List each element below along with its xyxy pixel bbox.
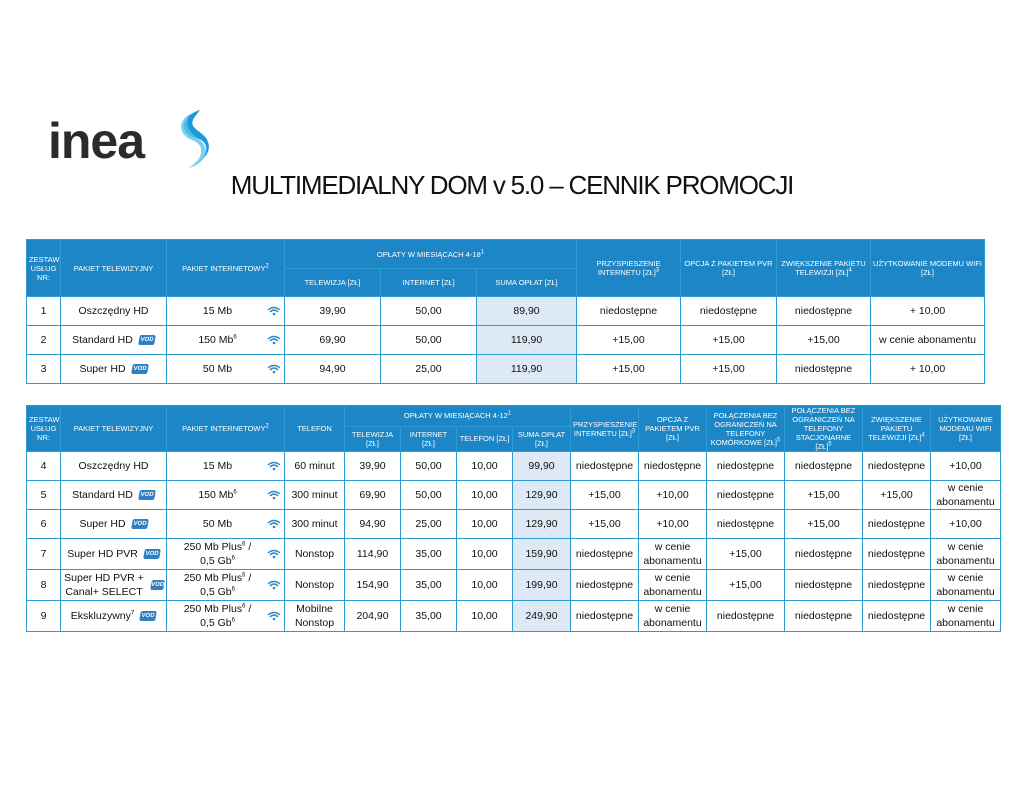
internet-package: 150 Mb$^6$ [167,481,285,510]
internet-boost: niedostępne [571,539,639,570]
tv-package: Oszczędny HD [61,297,167,326]
row-number: 7 [27,539,61,570]
table-row [27,570,1001,601]
price-phone: 10,00 [457,570,513,601]
wifi-icon [266,364,282,374]
internet-package: 250 Mb Plus$^6$ / 0,5 Gb$^6$ [167,601,285,632]
internet-boost: +15,00 [571,481,639,510]
landline-calls: niedostępne [785,539,863,570]
price-sum: 249,90 [513,601,571,632]
internet-boost: niedostępne [571,570,639,601]
internet-boost: niedostępne [571,601,639,632]
pvr-option: w cenie abonamentu [639,570,707,601]
phone-package: Nonstop [285,539,345,570]
price-internet: 50,00 [401,481,457,510]
header-pvr: OPCJA Z PAKIETEM PVR [ZŁ] [639,406,707,452]
vod-icon: VOD [144,551,159,557]
header-pakiet-tv: PAKIET TELEWIZYJNY [61,240,167,297]
tv-package: Standard HD VOD [61,326,167,355]
row-number: 9 [27,601,61,632]
internet-boost: +15,00 [577,355,681,384]
wifi-modem: w cenie abonamentu [931,601,1001,632]
table-row [27,297,985,326]
pvr-option: +10,00 [639,510,707,539]
wifi-modem: + 10,00 [871,297,985,326]
row-number: 3 [27,355,61,384]
mobile-calls: niedostępne [707,481,785,510]
row-number: 8 [27,570,61,601]
mobile-calls: niedostępne [707,452,785,481]
wifi-icon [266,580,282,590]
landline-calls: niedostępne [785,570,863,601]
vod-icon: VOD [150,582,165,588]
tv-package: Standard HD VOD [61,481,167,510]
header-pvr: OPCJA Z PAKIETEM PVR [ZŁ] [681,240,777,297]
tv-upgrade: niedostępne [863,539,931,570]
mobile-calls: +15,00 [707,539,785,570]
price-internet: 25,00 [401,510,457,539]
internet-boost: niedostępne [577,297,681,326]
header-zwiekszenie: ZWIĘKSZENIE PAKIETU TELEWIZJI [ZŁ]$^4$ [777,240,871,297]
table-row [27,510,1001,539]
price-tv: 114,90 [345,539,401,570]
pvr-option: +10,00 [639,481,707,510]
header-pakiet-net: PAKIET INTERNETOWY$^2$ [167,406,285,452]
header-zwiekszenie: ZWIĘKSZENIE PAKIETU TELEWIZJI [ZŁ]$^4$ [863,406,931,452]
tv-upgrade: niedostępne [863,510,931,539]
wifi-icon [266,549,282,559]
phone-package: 300 minut [285,510,345,539]
price-internet: 25,00 [381,355,477,384]
tv-upgrade: niedostępne [777,297,871,326]
vod-icon: VOD [141,613,156,619]
pvr-option: +15,00 [681,355,777,384]
internet-boost: +15,00 [571,510,639,539]
price-sum: 119,90 [477,355,577,384]
price-tv: 39,90 [285,297,381,326]
table-row [27,326,985,355]
price-tv: 69,90 [345,481,401,510]
row-number: 6 [27,510,61,539]
internet-package: 250 Mb Plus$^6$ / 0,5 Gb$^6$ [167,539,285,570]
price-phone: 10,00 [457,510,513,539]
price-tv: 154,90 [345,570,401,601]
row-number: 4 [27,452,61,481]
vod-icon: VOD [132,366,147,372]
wifi-modem: w cenie abonamentu [931,539,1001,570]
header-tel: TELEFON [ZŁ] [457,426,513,451]
tv-upgrade: niedostępne [863,570,931,601]
tv-package: Super HD VOD [61,355,167,384]
price-internet: 50,00 [381,297,477,326]
header-telefon: TELEFON [285,406,345,452]
phone-package: Nonstop [285,570,345,601]
tv-upgrade: niedostępne [863,601,931,632]
landline-calls: +15,00 [785,510,863,539]
header-zestaw: ZESTAW USŁUG NR: [27,406,61,452]
header-suma: SUMA OPŁAT [ZŁ] [513,426,571,451]
wifi-icon [266,335,282,345]
phone-package: 300 minut [285,481,345,510]
header-wifi: UŻYTKOWANIE MODEMU WIFI [ZŁ] [931,406,1001,452]
wifi-modem: w cenie abonamentu [931,481,1001,510]
tv-package: Super HD PVR + Canal+ SELECT VOD [61,570,167,601]
internet-package: 250 Mb Plus$^6$ / 0,5 Gb$^6$ [167,570,285,601]
internet-package: 50 Mb [167,355,285,384]
mobile-calls: +15,00 [707,570,785,601]
phone-package: Mobilne Nonstop [285,601,345,632]
internet-package: 15 Mb [167,452,285,481]
price-phone: 10,00 [457,539,513,570]
pvr-option: w cenie abonamentu [639,601,707,632]
mobile-calls: niedostępne [707,601,785,632]
internet-boost: +15,00 [577,326,681,355]
tv-package: Ekskluzywny$^7$ VOD [61,601,167,632]
landline-calls: +15,00 [785,481,863,510]
header-internet: INTERNET [ZŁ] [381,269,477,297]
header-oplaty: OPŁATY W MIESIĄCACH $4-18^1$ [285,240,577,269]
wifi-modem: + 10,00 [871,355,985,384]
header-tv: TELEWIZJA [ZŁ] [285,269,381,297]
pvr-option: niedostępne [681,297,777,326]
landline-calls: niedostępne [785,452,863,481]
mobile-calls: niedostępne [707,510,785,539]
price-internet: 50,00 [401,452,457,481]
pvr-option: niedostępne [639,452,707,481]
price-tv: 69,90 [285,326,381,355]
price-phone: 10,00 [457,481,513,510]
wifi-modem: w cenie abonamentu [931,570,1001,601]
wifi-icon [266,611,282,621]
price-internet: 35,00 [401,601,457,632]
vod-icon: VOD [139,492,154,498]
pvr-option: w cenie abonamentu [639,539,707,570]
wifi-modem: +10,00 [931,510,1001,539]
phone-package: 60 minut [285,452,345,481]
header-tv: TELEWIZJA [ZŁ] [345,426,401,451]
price-phone: 10,00 [457,601,513,632]
tv-upgrade: +15,00 [863,481,931,510]
wifi-icon [266,461,282,471]
tv-upgrade: +15,00 [777,326,871,355]
internet-package: 150 Mb$^6$ [167,326,285,355]
tv-upgrade: niedostępne [863,452,931,481]
tv-package: Super HD VOD [61,510,167,539]
price-tv: 39,90 [345,452,401,481]
price-tv: 94,90 [345,510,401,539]
header-stacjonarne: POŁĄCZENIA BEZ OGRANICZEŃ NA TELEFONY STACJONARNE [ZŁ]$^5$ [785,406,863,452]
price-sum: 89,90 [477,297,577,326]
header-przyspieszenie: PRZYSPIESZENIE INTERNETU [ZŁ]$^3$ [577,240,681,297]
row-number: 5 [27,481,61,510]
landline-calls: niedostępne [785,601,863,632]
vod-icon: VOD [139,337,154,343]
tv-package: Super HD PVR VOD [61,539,167,570]
brand-name: inea [48,113,145,169]
price-sum: 159,90 [513,539,571,570]
price-sum: 129,90 [513,510,571,539]
internet-boost: niedostępne [571,452,639,481]
wifi-icon [266,306,282,316]
vod-icon: VOD [132,521,147,527]
price-phone: 10,00 [457,452,513,481]
table-row [27,601,1001,632]
page-title: MULTIMEDIALNY DOM v 5.0 – CENNIK PROMOCJI [230,170,794,200]
header-zestaw: ZESTAW USŁUG NR: [27,240,61,297]
header-oplaty: OPŁATY W MIESIĄCACH $4-12^1$ [345,406,571,427]
logo-s-icon [170,108,216,170]
inea-logo [48,108,218,170]
header-wifi: UŻYTKOWANIE MODEMU WIFI [ZŁ] [871,240,985,297]
row-number: 1 [27,297,61,326]
header-suma: SUMA OPŁAT [ZŁ] [477,269,577,297]
header-pakiet-net: PAKIET INTERNETOWY$^2$ [167,240,285,297]
header-internet: INTERNET [ZŁ] [401,426,457,451]
table-row [27,452,1001,481]
table-row [27,481,1001,510]
wifi-icon [266,490,282,500]
price-sum: 199,90 [513,570,571,601]
pvr-option: +15,00 [681,326,777,355]
header-przyspieszenie: PRZYSPIESZENIE INTERNETU [ZŁ]$^3$ [571,406,639,452]
price-internet: 50,00 [381,326,477,355]
tv-upgrade: niedostępne [777,355,871,384]
header-pakiet-tv: PAKIET TELEWIZYJNY [61,406,167,452]
table-row [27,355,985,384]
price-tv: 204,90 [345,601,401,632]
price-sum: 99,90 [513,452,571,481]
wifi-modem: +10,00 [931,452,1001,481]
table-row [27,539,1001,570]
internet-package: 15 Mb [167,297,285,326]
price-tv: 94,90 [285,355,381,384]
wifi-modem: w cenie abonamentu [871,326,985,355]
price-table-2 [26,405,1001,632]
row-number: 2 [27,326,61,355]
internet-package: 50 Mb [167,510,285,539]
price-table-1 [26,239,985,384]
tv-package: Oszczędny HD [61,452,167,481]
wifi-icon [266,519,282,529]
price-sum: 119,90 [477,326,577,355]
price-internet: 35,00 [401,539,457,570]
price-internet: 35,00 [401,570,457,601]
header-komorkowe: POŁĄCZENIA BEZ OGRANICZEŃ NA TELEFONY KOMÓRKOWE [ZŁ]$^5$ [707,406,785,452]
price-sum: 129,90 [513,481,571,510]
